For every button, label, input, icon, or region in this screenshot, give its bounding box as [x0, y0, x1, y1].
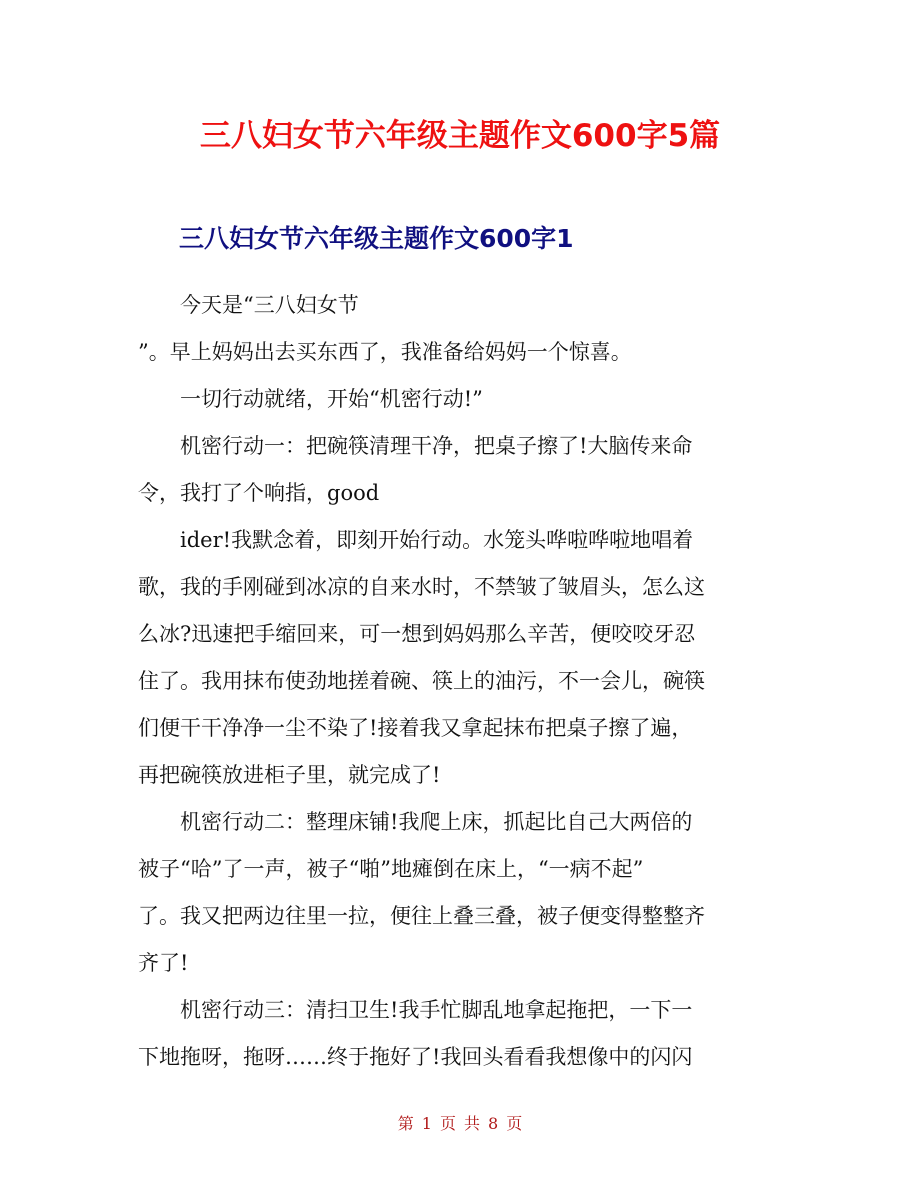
text-line: ider!我默念着，即刻开始行动。水笼头哗啦哗啦地唱着 — [180, 528, 694, 552]
footer-page-unit: 页 — [439, 1114, 456, 1133]
document-title: 三八妇女节六年级主题作文600字5篇 — [199, 118, 721, 154]
footer-total-unit: 页 — [506, 1114, 523, 1133]
text-line: 被子“哈”了一声，被子“啪”地瘫倒在床上，“一病不起” — [138, 857, 644, 881]
text-line: 机密行动一：把碗筷清理干净，把桌子擦了!大脑传来命 — [180, 434, 693, 458]
essay-body — [138, 282, 798, 1081]
text-line: 今天是“三八妇女节 — [180, 293, 359, 317]
text-line: 歌，我的手刚碰到冰凉的自来水时，不禁皱了皱眉头，怎么这 — [138, 575, 705, 599]
page-footer — [0, 1113, 920, 1135]
text-line: 机密行动三：清扫卫生!我手忙脚乱地拿起拖把，一下一 — [180, 998, 693, 1022]
footer-total-pages: 8 — [488, 1114, 499, 1133]
footer-current-page: 1 — [421, 1114, 432, 1133]
section-title: 三八妇女节六年级主题作文600字1 — [179, 224, 574, 253]
text-line: 么冰?迅速把手缩回来，可一想到妈妈那么辛苦，便咬咬牙忍 — [138, 622, 696, 646]
footer-page-label: 第 — [397, 1114, 414, 1133]
text-line: 再把碗筷放进柜子里，就完成了! — [138, 763, 441, 787]
text-line: 住了。我用抹布使劲地搓着碗、筷上的油污，不一会儿，碗筷 — [138, 669, 705, 693]
text-line: 一切行动就绪，开始“机密行动!” — [180, 387, 483, 411]
text-line: 了。我又把两边往里一拉，便往上叠三叠，被子便变得整整齐 — [138, 904, 705, 928]
text-line: 令，我打了个响指，good — [138, 481, 380, 505]
text-line: 下地拖呀，拖呀……终于拖好了!我回头看看我想像中的闪闪 — [138, 1045, 693, 1069]
text-line: ”。早上妈妈出去买东西了，我准备给妈妈一个惊喜。 — [138, 340, 632, 364]
text-line: 机密行动二：整理床铺!我爬上床，抓起比自己大两倍的 — [180, 810, 693, 834]
footer-total-label: 共 — [464, 1114, 481, 1133]
text-line: 齐了! — [138, 951, 189, 975]
text-line: 们便干干净净一尘不染了!接着我又拿起抹布把桌子擦了遍， — [138, 716, 693, 740]
